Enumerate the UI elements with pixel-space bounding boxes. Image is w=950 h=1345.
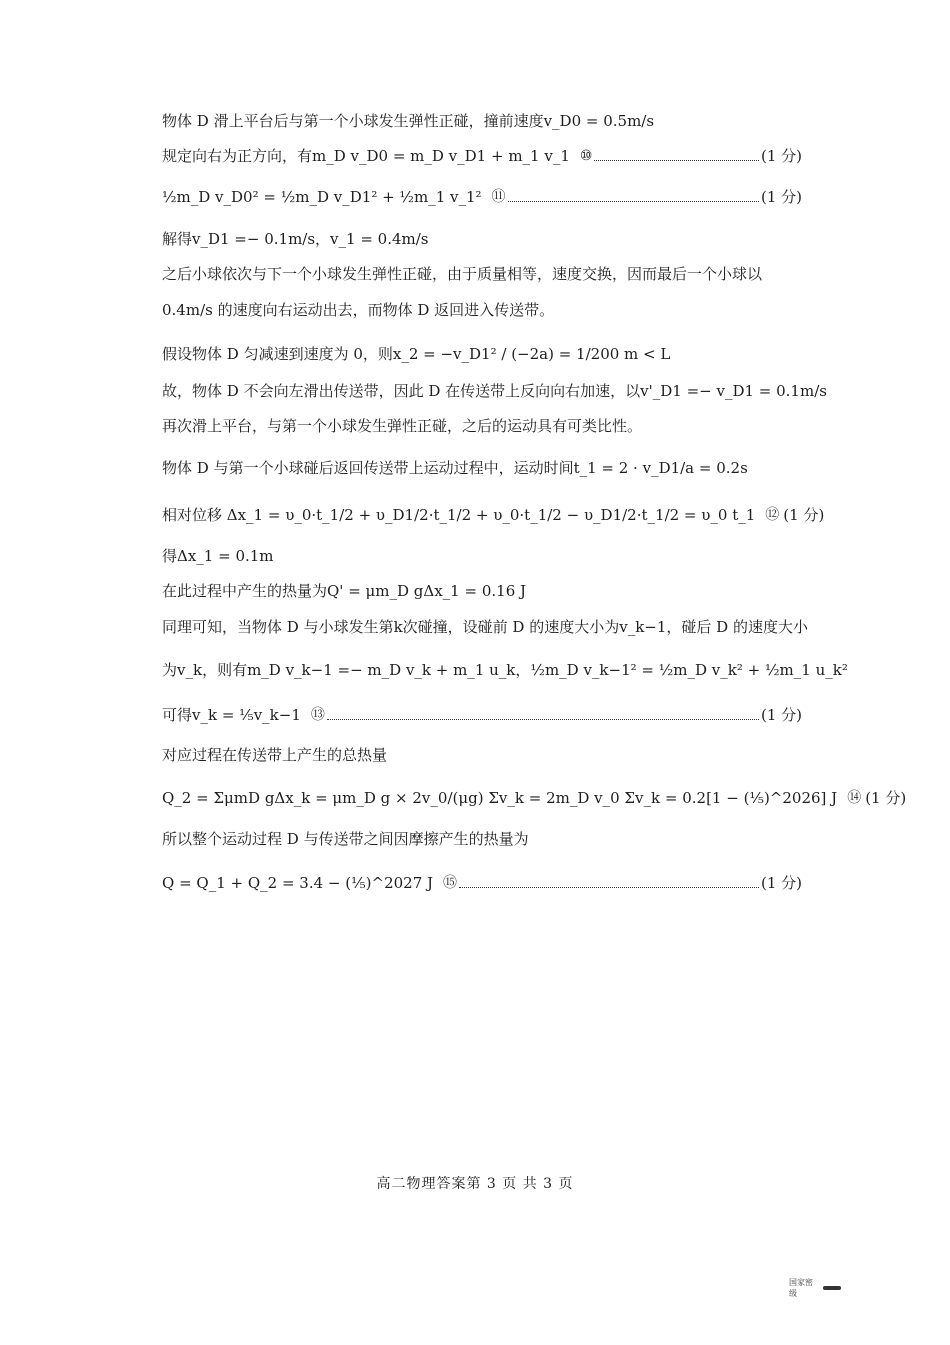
dot-leader: [327, 718, 759, 720]
corner-bar-icon: [823, 1286, 841, 1290]
line-14: [162, 616, 808, 638]
equation-number: ⑪: [491, 189, 506, 205]
line-text: 所以整个运动过程 D 与传送带之间因摩擦产生的热量为: [162, 830, 529, 848]
equation-number: ⑮: [443, 875, 458, 891]
line-10: [162, 457, 802, 479]
line-8: [162, 380, 827, 402]
line-9: [162, 415, 802, 437]
score-label: (1 分): [760, 188, 802, 206]
line-15: [162, 659, 848, 681]
corner-label: 国家密级: [789, 1278, 813, 1298]
line-text: 0.4m/s 的速度向右运动出去，而物体 D 返回进入传送带。: [162, 301, 555, 319]
score-label: (1 分): [760, 706, 802, 724]
dot-leader: [594, 159, 759, 161]
line-text: 再次滑上平台，与第一个小球发生弹性正碰，之后的运动具有可类比性。: [162, 417, 643, 435]
line-text: 物体 D 与第一个小球碰后返回传送带上运动过程中，运动时间t_1 = 2 · v_D1/a = 0.2s: [162, 459, 748, 477]
line-text: 同理可知，当物体 D 与小球发生第k次碰撞，设碰前 D 的速度大小为v_k−1，碰后 D 的速度大小: [162, 618, 808, 636]
line-text: 物体 D 滑上平台后与第一个小球发生弹性正碰，撞前速度v_D0 = 0.5m/s: [162, 112, 655, 130]
line-text: 相对位移 Δx_1 = υ_0·t_1/2 + υ_D1/2·t_1/2 + υ_0·t_1/2 − υ_D1/2·t_1/2 = υ_0 t_1: [162, 506, 756, 524]
line-20: [162, 872, 802, 894]
line-text: 之后小球依次与下一个小球发生弹性正碰，由于质量相等，速度交换，因而最后一个小球以: [162, 265, 763, 283]
line-text: 故，物体 D 不会向左滑出传送带，因此 D 在传送带上反向向右加速，以v'_D1 =− v_D1 = 0.1m/s: [162, 382, 827, 400]
equation-number: ⑬: [310, 707, 325, 723]
score-label: (1 分): [783, 506, 825, 524]
line-17: [162, 744, 802, 766]
line-text: 为v_k，则有m_D v_k−1 =− m_D v_k + m_1 u_k，½m_D v_k−1² = ½m_D v_k² + ½m_1 u_k²: [162, 661, 848, 679]
line-12: [162, 545, 802, 567]
line-text: 规定向右为正方向，有m_D v_D0 = m_D v_D1 + m_1 v_1: [162, 147, 570, 165]
score-label: (1 分): [865, 789, 907, 807]
line-6: [162, 299, 802, 321]
line-3: [162, 186, 802, 208]
score-label: (1 分): [760, 874, 802, 892]
equation-number: ⑩: [579, 148, 593, 164]
line-2: [162, 145, 802, 167]
line-text: 在此过程中产生的热量为Q' = μm_D gΔx_1 = 0.16 J: [162, 582, 527, 600]
line-text: Q_2 = ΣμmD gΔx_k = μm_D g × 2v_0/(μg) Σv_k = 2m_D v_0 Σv_k = 0.2[1 − (⅕)^2026] J: [162, 789, 838, 807]
line-text: 对应过程在传送带上产生的总热量: [162, 746, 388, 764]
line-11: [162, 504, 825, 526]
dot-leader: [459, 886, 759, 888]
line-text: Q = Q_1 + Q_2 = 3.4 − (⅕)^2027 J: [162, 874, 434, 892]
line-18: [162, 787, 907, 809]
line-4: [162, 228, 802, 250]
line-7: [162, 343, 802, 365]
line-16: [162, 704, 802, 726]
line-19: [162, 828, 802, 850]
score-label: (1 分): [760, 147, 802, 165]
line-5: [162, 263, 802, 285]
equation-number: ⑫: [765, 507, 780, 523]
page-footer: 高二物理答案第 3 页 共 3 页: [376, 1176, 574, 1192]
line-13: [162, 580, 802, 602]
line-1: [162, 110, 802, 132]
line-text: 解得v_D1 =− 0.1m/s，v_1 = 0.4m/s: [162, 230, 429, 248]
line-text: 可得v_k = ⅕v_k−1: [162, 706, 301, 724]
equation-number: ⑭: [847, 790, 862, 806]
line-text: ½m_D v_D0² = ½m_D v_D1² + ½m_1 v_1²: [162, 188, 482, 206]
line-text: 得Δx_1 = 0.1m: [162, 547, 274, 565]
corner-mark: [789, 1278, 841, 1298]
dot-leader: [508, 200, 759, 202]
line-text: 假设物体 D 匀减速到速度为 0，则x_2 = −v_D1² / (−2a) = 1/200 m < L: [162, 345, 671, 363]
